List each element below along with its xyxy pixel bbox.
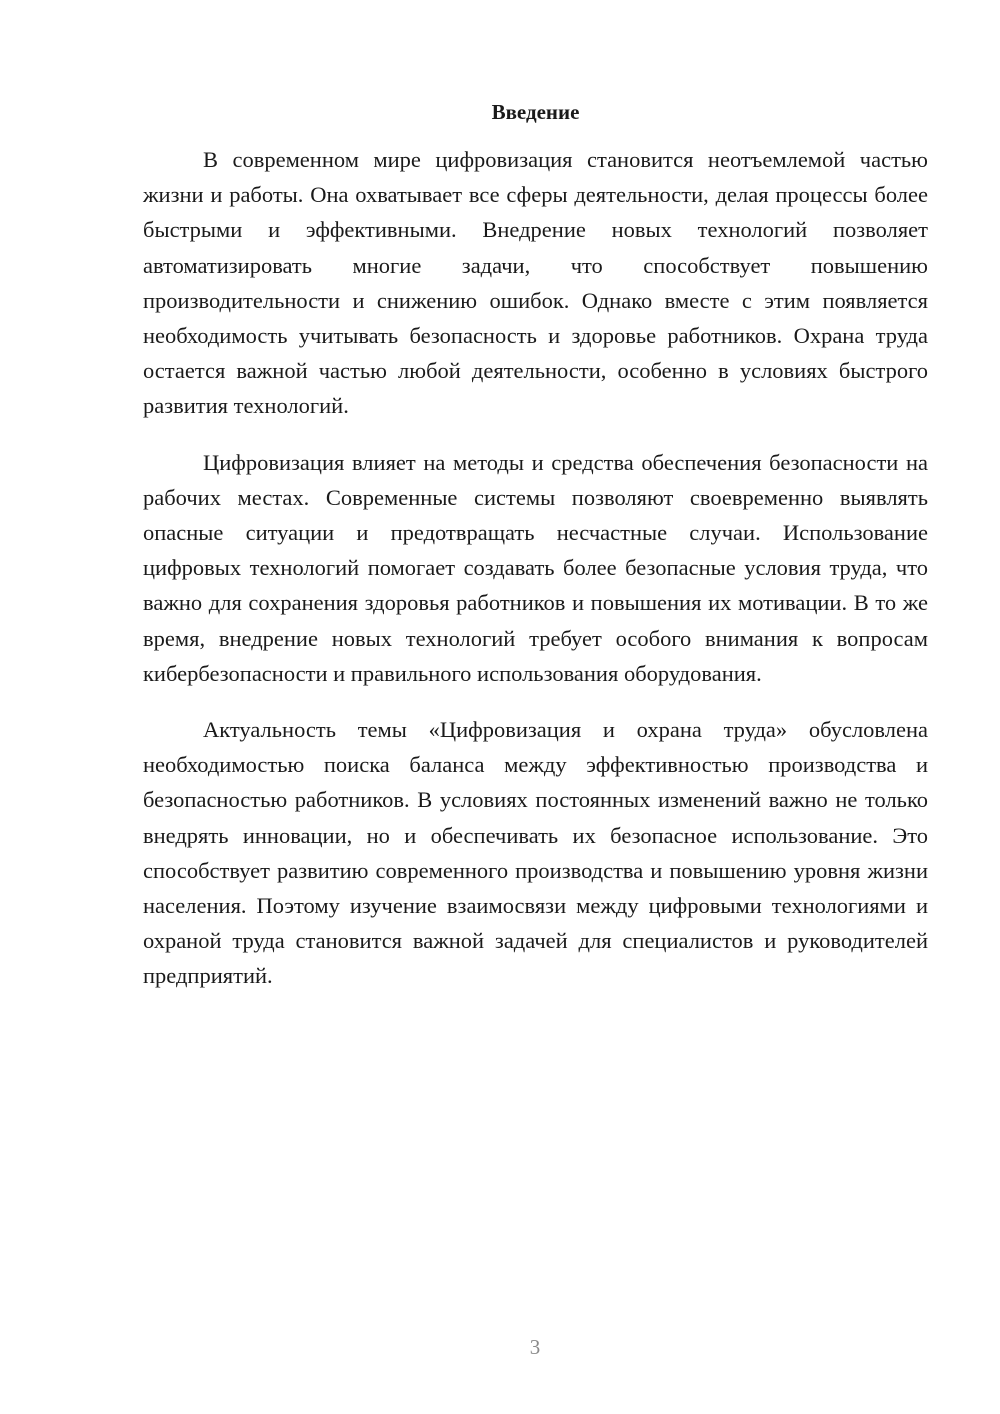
paragraph-2: Цифровизация влияет на методы и средства обеспечения безопасности на рабочих местах. Современные системы позволяют своевременно выявлять опасные ситуации и предотвращать несчастные случаи. Использование цифровых технологий помогает создавать более безопасные условия труда, что важно для сохранения здоровья работников и повышения их мотивации. В то же время, внедрение новых технологий требует особого внимания к вопросам кибербезопасности и правильного использования оборудования.: [143, 449, 928, 686]
body-text: [143, 142, 928, 994]
paragraph-3: Актуальность темы «Цифровизация и охрана труда» обусловлена необходимостью поиска баланса между эффективностью производства и безопасностью работников. В условиях постоянных изменений важно не только внедрять инновации, но и обеспечивать их безопасное использование. Это способствует развитию современного производства и повышению уровня жизни населения. Поэтому изучение взаимосвязи между цифровыми технологиями и охраной труда становится важной задачей для специалистов и руководителей предприятий.: [143, 717, 928, 989]
section-title: Введение: [491, 100, 580, 124]
paragraph-1: В современном мире цифровизация становится неотъемлемой частью жизни и работы. Она охватывает все сферы деятельности, делая процессы более быстрыми и эффективными. Внедрение новых технологий позволяет автоматизировать многие задачи, что способствует повышению производительности и снижению ошибок. Однако вместе с этим появляется необходимость учитывать безопасность и здоровье работников. Охрана труда остается важной частью любой деятельности, особенно в условиях быстрого развития технологий.: [143, 147, 928, 419]
page-number: 3: [529, 1335, 541, 1359]
